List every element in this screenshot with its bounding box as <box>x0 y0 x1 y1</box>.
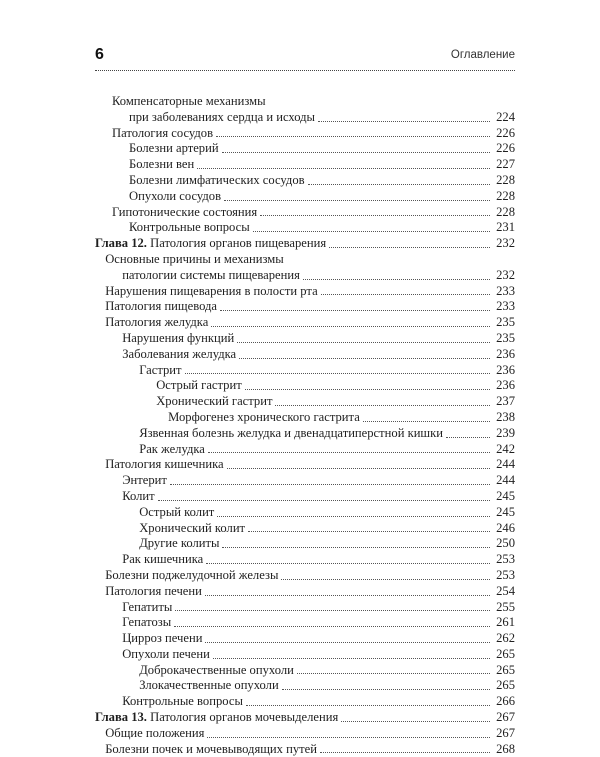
toc-entry <box>95 331 515 347</box>
toc-page-number: 242 <box>496 441 515 456</box>
table-of-contents <box>95 94 515 757</box>
dot-leader <box>208 452 490 453</box>
toc-entry <box>95 663 515 679</box>
toc-entry-title: Энтерит <box>122 473 167 488</box>
dot-leader <box>253 231 490 232</box>
toc-page-number: 265 <box>496 646 515 661</box>
toc-entry <box>95 173 515 189</box>
toc-page-number: 244 <box>496 473 515 488</box>
dot-leader <box>185 373 490 374</box>
toc-page-number: 236 <box>496 346 515 361</box>
toc-entry-title: Доброкачественные опухоли <box>139 662 294 677</box>
toc-entry-title: Болезни поджелудочной железы <box>105 567 279 582</box>
toc-entry <box>95 442 515 458</box>
toc-page-number: 261 <box>496 615 515 630</box>
toc-entry <box>95 157 515 173</box>
toc-page-number: 228 <box>496 188 515 203</box>
dot-leader <box>222 152 490 153</box>
toc-page-number: 237 <box>496 394 515 409</box>
toc-entry-title: Острый гастрит <box>156 378 242 393</box>
toc-entry-title: Контрольные вопросы <box>122 694 243 709</box>
toc-entry-title: Другие колиты <box>139 536 220 551</box>
toc-page-number: 254 <box>496 583 515 598</box>
toc-page-number: 233 <box>496 283 515 298</box>
dot-leader <box>282 689 490 690</box>
toc-entry <box>95 694 515 710</box>
toc-page-number: 235 <box>496 315 515 330</box>
toc-page-number: 238 <box>496 409 515 424</box>
toc-page-number: 228 <box>496 172 515 187</box>
dot-leader <box>217 516 490 517</box>
dot-leader <box>281 579 490 580</box>
toc-page-number: 253 <box>496 552 515 567</box>
toc-entry <box>95 457 515 473</box>
toc-entry <box>95 347 515 363</box>
toc-entry <box>95 647 515 663</box>
toc-entry-title: Патология желудка <box>105 315 209 330</box>
toc-entry-title: Нарушения функций <box>122 330 235 345</box>
toc-entry-title-line2: при заболеваниях сердца и исходы <box>129 109 316 124</box>
dot-leader <box>224 200 490 201</box>
toc-entry <box>95 94 515 126</box>
toc-entry-title: Острый колит <box>139 504 215 519</box>
toc-entry-title: Язвенная болезнь желудка и двенадцатиперстной кишки <box>139 425 443 440</box>
dot-leader <box>174 626 490 627</box>
toc-entry <box>95 252 515 284</box>
toc-page-number: 262 <box>496 631 515 646</box>
dot-leader <box>341 721 490 722</box>
dot-leader <box>216 136 490 137</box>
page-number: 6 <box>95 46 104 63</box>
toc-entry <box>95 631 515 647</box>
toc-page-number: 244 <box>496 457 515 472</box>
toc-entry-title: Патология пищевода <box>105 299 217 314</box>
toc-entry <box>95 536 515 552</box>
toc-entry <box>95 363 515 379</box>
toc-entry-title: Гипотонические состояния <box>112 204 258 219</box>
toc-entry <box>95 584 515 600</box>
toc-entry-title: Гепатозы <box>122 615 172 630</box>
toc-entry-title: Нарушения пищеварения в полости рта <box>105 283 318 298</box>
toc-entry <box>95 205 515 221</box>
toc-chapter-title <box>95 236 326 252</box>
toc-page-number: 226 <box>496 141 515 156</box>
dot-leader <box>260 215 490 216</box>
dot-leader <box>246 705 490 706</box>
toc-page-number: 250 <box>496 536 515 551</box>
toc-entry-title-line1: Компенсаторные механизмы <box>112 94 266 108</box>
dot-leader <box>239 358 490 359</box>
toc-page-number: 267 <box>496 710 515 725</box>
dot-leader <box>303 279 490 280</box>
dot-leader <box>175 610 490 611</box>
toc-entry <box>95 600 515 616</box>
toc-page-number: 224 <box>496 109 515 124</box>
toc-page-number: 228 <box>496 204 515 219</box>
header-divider <box>95 70 515 71</box>
dot-leader <box>206 563 490 564</box>
dot-leader <box>207 737 490 738</box>
toc-entry-title: Болезни почек и мочевыводящих путей <box>105 741 317 756</box>
toc-entry <box>95 315 515 331</box>
toc-entry-title-line2: патологии системы пищеварения <box>122 267 300 282</box>
dot-leader <box>297 673 490 674</box>
dot-leader <box>308 184 490 185</box>
toc-entry-title: Опухоли печени <box>122 646 210 661</box>
dot-leader <box>158 500 490 501</box>
toc-page-number: 233 <box>496 299 515 314</box>
toc-page-number: 227 <box>496 157 515 172</box>
toc-page-number: 267 <box>496 725 515 740</box>
toc-page-number: 265 <box>496 662 515 677</box>
toc-entry-title: Контрольные вопросы <box>129 220 250 235</box>
toc-page-number: 255 <box>496 599 515 614</box>
dot-leader <box>363 421 490 422</box>
toc-page-number: 245 <box>496 488 515 503</box>
chapter-number: Глава 13. <box>95 710 147 725</box>
toc-entry-title: Цирроз печени <box>122 631 203 646</box>
toc-entry-title: Хронический гастрит <box>156 394 273 409</box>
toc-page-number: 236 <box>496 378 515 393</box>
toc-page-number: 232 <box>496 236 515 251</box>
dot-leader <box>320 752 490 753</box>
toc-page-number: 232 <box>496 267 515 282</box>
toc-entry <box>95 521 515 537</box>
toc-page-number: 231 <box>496 220 515 235</box>
toc-entry-title: Общие положения <box>105 725 205 740</box>
toc-entry <box>95 426 515 442</box>
toc-entry <box>95 710 515 726</box>
toc-page-number: 245 <box>496 504 515 519</box>
toc-entry <box>95 615 515 631</box>
toc-page-number: 236 <box>496 362 515 377</box>
page-header <box>95 46 515 68</box>
toc-entry <box>95 299 515 315</box>
toc-entry-title: Рак кишечника <box>122 552 204 567</box>
toc-page-number: 246 <box>496 520 515 535</box>
dot-leader <box>245 389 490 390</box>
toc-page-number: 266 <box>496 694 515 709</box>
chapter-number: Глава 12. <box>95 236 147 251</box>
dot-leader <box>211 326 490 327</box>
toc-entry <box>95 126 515 142</box>
toc-entry-title: Заболевания желудка <box>122 346 237 361</box>
section-title: Оглавление <box>450 49 515 61</box>
toc-page-number: 253 <box>496 567 515 582</box>
toc-entry <box>95 394 515 410</box>
toc-entry <box>95 141 515 157</box>
dot-leader <box>318 121 490 122</box>
toc-entry-title: Рак желудка <box>139 441 205 456</box>
toc-entry <box>95 284 515 300</box>
toc-entry <box>95 505 515 521</box>
dot-leader <box>205 595 490 596</box>
toc-entry-title: Болезни лимфатических сосудов <box>129 172 305 187</box>
toc-entry <box>95 678 515 694</box>
toc-entry <box>95 552 515 568</box>
dot-leader <box>205 642 490 643</box>
toc-entry <box>95 473 515 489</box>
toc-entry-title: Злокачественные опухоли <box>139 678 279 693</box>
toc-entry-title: Болезни вен <box>129 157 195 172</box>
dot-leader <box>237 342 490 343</box>
toc-entry-title: Гастрит <box>139 362 182 377</box>
toc-entry <box>95 189 515 205</box>
toc-entry <box>95 378 515 394</box>
toc-entry <box>95 726 515 742</box>
toc-entry <box>95 236 515 252</box>
toc-entry <box>95 489 515 505</box>
toc-entry-title: Болезни артерий <box>129 141 219 156</box>
toc-entry-title: Опухоли сосудов <box>129 188 222 203</box>
dot-leader <box>197 168 490 169</box>
toc-entry-title: Колит <box>122 488 155 503</box>
dot-leader <box>446 437 490 438</box>
toc-entry-title: Патология кишечника <box>105 457 224 472</box>
dot-leader <box>227 468 490 469</box>
toc-entry <box>95 742 515 757</box>
toc-page-number: 239 <box>496 425 515 440</box>
toc-entry-title: Гепатиты <box>122 599 173 614</box>
toc-chapter-title <box>95 710 338 726</box>
dot-leader <box>170 484 490 485</box>
toc-entry-title: Хронический колит <box>139 520 246 535</box>
chapter-name: Патология органов пищеварения <box>146 236 327 251</box>
toc-entry-title: Патология печени <box>105 583 202 598</box>
dot-leader <box>213 658 490 659</box>
toc-entry-title-line1: Основные причины и механизмы <box>105 251 284 266</box>
toc-page-number: 226 <box>496 125 515 140</box>
toc-page-number: 265 <box>496 678 515 693</box>
dot-leader <box>222 547 490 548</box>
dot-leader <box>275 405 490 406</box>
toc-page-number: 235 <box>496 330 515 345</box>
chapter-name: Патология органов мочевыделения <box>146 710 339 725</box>
toc-entry <box>95 410 515 426</box>
dot-leader <box>329 247 490 248</box>
dot-leader <box>321 294 490 295</box>
dot-leader <box>220 310 490 311</box>
toc-entry <box>95 220 515 236</box>
toc-page-number: 268 <box>496 741 515 756</box>
toc-entry <box>95 568 515 584</box>
dot-leader <box>248 531 490 532</box>
toc-entry-title: Патология сосудов <box>112 125 214 140</box>
toc-entry-title: Морфогенез хронического гастрита <box>168 409 360 424</box>
